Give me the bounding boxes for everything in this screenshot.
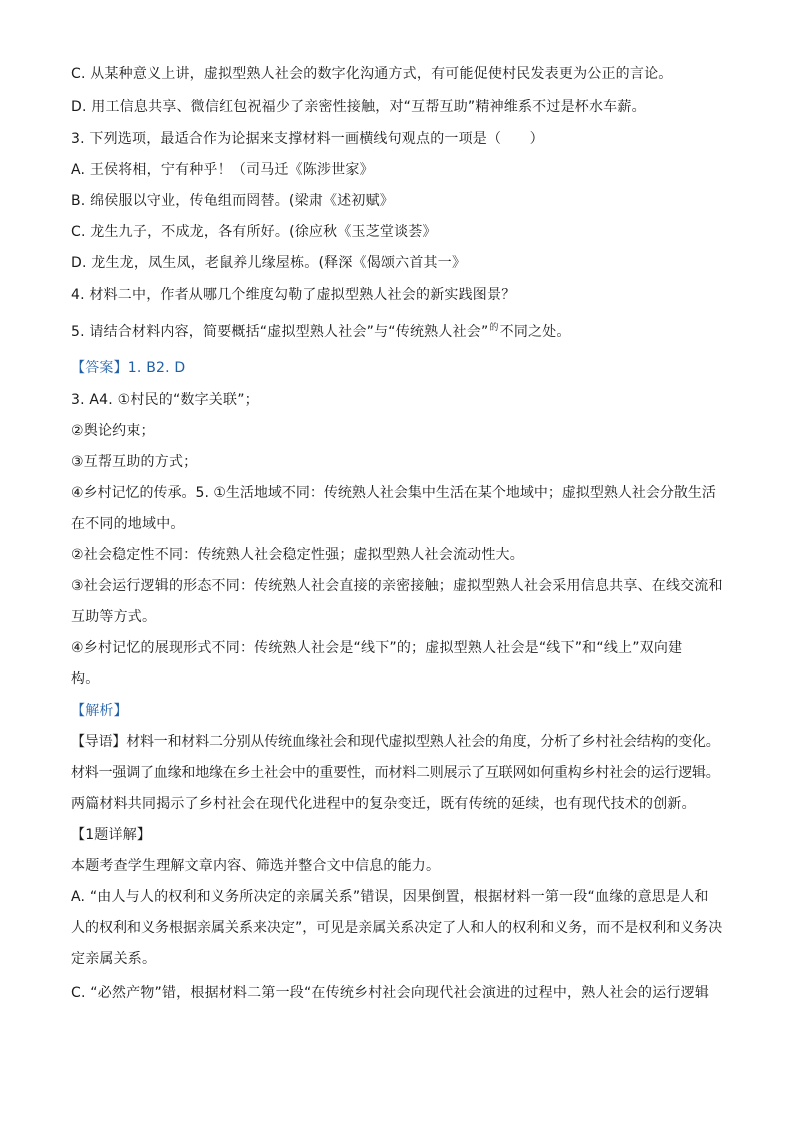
answer-line: ③社会运行逻辑的形态不同：传统熟人社会直接的亲密接触；虚拟型熟人社会采用信息共享、在线交流和 <box>71 578 723 594</box>
analysis-line: A. “由人与人的权利和义务所决定的亲属关系”错误，因果倒置，根据材料一第一段“血缘的意思是人和 <box>71 889 709 905</box>
answer-line: 3. A4. ①村民的“数字关联”； <box>71 392 259 408</box>
answer-line: 在不同的地域中。 <box>71 516 185 532</box>
analysis-line: 【导语】材料一和材料二分别从传统血缘社会和现代虚拟型熟人社会的角度，分析了乡村社会结构的变化。 <box>71 734 720 750</box>
analysis-line: 两篇材料共同揭示了乡村社会在现代化进程中的复杂变迁，既有传统的延续，也有现代技术的创新。 <box>71 796 696 812</box>
q3-option-c: C. 龙生九子，不成龙，各有所好。(徐应秋《玉芝堂谈荟》 <box>71 224 437 240</box>
answer-heading: 【答案】1. B2. D <box>71 360 186 376</box>
answer-line: ④乡村记忆的传承。5. ①生活地域不同：传统熟人社会集中生活在某个地域中；虚拟型熟人社会分散生活 <box>71 485 716 501</box>
option-d-line: D. 用工信息共享、微信红包祝福少了亲密性接触，对“互帮互助”精神维系不过是杯水车薪。 <box>71 99 646 115</box>
answer-line: ②社会稳定性不同：传统熟人社会稳定性强；虚拟型熟人社会流动性大。 <box>71 547 524 563</box>
analysis-line: C. “必然产物”错，根据材料二第一段“在传统乡村社会向现代社会演进的过程中，熟人社会的运行逻辑 <box>71 985 710 1001</box>
question-3: 3. 下列选项，最适合作为论据来支撑材料一画横线句观点的一项是（ ） <box>71 131 544 147</box>
answer-line: ②舆论约束； <box>71 423 155 439</box>
q3-option-d: D. 龙生龙，凤生凤，老鼠养儿缘屋栋。(释深《偈颂六首其一》 <box>71 255 467 271</box>
answer-line: ③互帮互助的方式； <box>71 454 198 470</box>
analysis-line: 定亲属关系。 <box>71 951 157 967</box>
question-4: 4. 材料二中，作者从哪几个维度勾勒了虚拟型熟人社会的新实践图景？ <box>71 287 516 303</box>
question-5-superscript: 的 <box>489 323 499 333</box>
answer-line: ④乡村记忆的展现形式不同：传统熟人社会是“线下”的；虚拟型熟人社会是“线下”和“线上”双向建 <box>71 640 683 656</box>
q3-option-a: A. 王侯将相，宁有种乎！（司马迁《陈涉世家》 <box>71 162 374 178</box>
analysis-line: 人的权利和义务根据亲属关系来决定”，可见是亲属关系决定了人和人的权利和义务，而不是权利和义务决 <box>71 920 723 936</box>
analysis-line: 本题考查学生理解文章内容、筛选并整合文中信息的能力。 <box>71 858 441 874</box>
option-c-line: C. 从某种意义上讲，虚拟型熟人社会的数字化沟通方式，有可能促使村民发表更为公正的言论。 <box>71 66 673 82</box>
question-5-text-a: 5. 请结合材料内容，简要概括“虚拟型熟人社会”与“传统熟人社会” <box>71 324 489 340</box>
detail-heading: 【1题详解】 <box>71 827 152 843</box>
analysis-heading: 【解析】 <box>71 703 128 719</box>
question-5-text-b: 不同之处。 <box>499 324 571 340</box>
answer-line: 互助等方式。 <box>71 609 157 625</box>
question-5 <box>71 322 571 344</box>
q3-option-b: B. 绵侯服以守业，传龟组而罔替。(梁肃《述初赋》 <box>71 193 394 209</box>
analysis-line: 材料一强调了血缘和地缘在乡土社会中的重要性，而材料二则展示了互联网如何重构乡村社会的运行逻辑。 <box>71 765 720 781</box>
answer-line: 构。 <box>71 671 100 687</box>
